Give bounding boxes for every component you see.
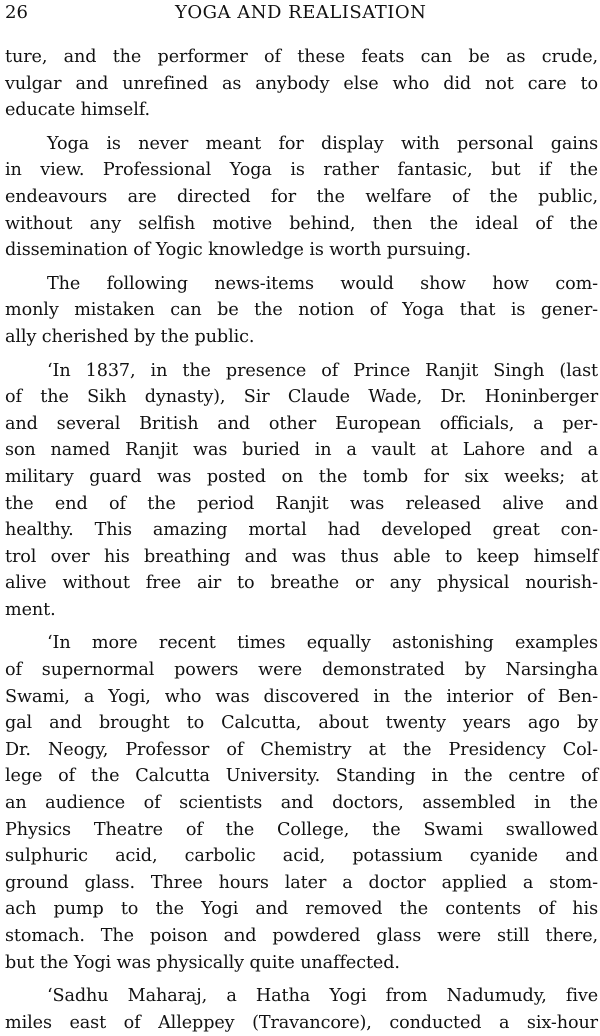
text-line: alive without free air to breathe or any physical nourish- [5, 573, 598, 594]
text-line: stomach. The poison and powdered glass were still there, [5, 926, 598, 946]
text-line: ment. [5, 599, 56, 620]
text-line: ‘In 1837, in the presence of Prince Ranjit Singh (last [47, 360, 598, 381]
text-line: monly mistaken can be the notion of Yoga that is gener- [5, 300, 598, 321]
text-line: healthy. This amazing mortal had developed great con- [5, 520, 598, 541]
paragraph [5, 44, 598, 124]
text-line: ground glass. Three hours later a doctor applied a stom- [5, 872, 598, 893]
page-number: 26 [5, 2, 28, 23]
text-line: endeavours are directed for the welfare of the public, [5, 186, 598, 207]
text-line: ‘In more recent times equally astonishing examples [47, 633, 598, 654]
text-line: the end of the period Ranjit was released alive and [5, 493, 598, 514]
paragraph [5, 271, 598, 351]
text-line: Swami, a Yogi, who was discovered in the interior of Ben- [5, 686, 598, 707]
text-line: Yoga is never meant for display with personal gains [47, 133, 598, 154]
text-line: dissemination of Yogic knowledge is worth pursuing. [5, 240, 472, 261]
text-line: lege of the Calcutta University. Standing in the centre of [5, 766, 598, 787]
paragraph [5, 131, 598, 264]
text-line: vulgar and unrefined as anybody else who did not care to [5, 73, 598, 94]
paragraph [5, 358, 598, 624]
text-line: ture, and the performer of these feats can be as crude, [5, 47, 598, 67]
text-line: in view. Professional Yoga is rather fantasic, but if the [5, 160, 598, 181]
paragraph [5, 983, 598, 1036]
text-line: miles east of Alleppey (Travancore), conducted a six-hour [5, 1012, 598, 1033]
running-title: YOGA AND REALISATION [175, 2, 427, 23]
text-line: sulphuric acid, carbolic acid, potassium cyanide and [5, 846, 598, 867]
text-line: ally cherished by the public. [5, 326, 255, 347]
text-line: ‘Sadhu Maharaj, a Hatha Yogi from Nadumudy, five [47, 986, 598, 1007]
text-line: without any selfish motive behind, then the ideal of the [5, 213, 598, 234]
text-line: Physics Theatre of the College, the Swami swallowed [5, 819, 598, 840]
text-line: of supernormal powers were demonstrated by Narsingha [5, 660, 598, 681]
text-line: gal and brought to Calcutta, about twenty years ago by [5, 713, 598, 734]
text-line: military guard was posted on the tomb for six weeks; at [5, 466, 598, 487]
running-head [5, 2, 592, 24]
body-text [5, 44, 598, 1036]
text-line: trol over his breathing and was thus able to keep himself [5, 546, 598, 567]
paragraph [5, 630, 598, 976]
text-line: son named Ranjit was buried in a vault at Lahore and a [5, 440, 598, 461]
text-line: and several British and other European officials, a per- [5, 413, 598, 434]
text-line: but the Yogi was physically quite unaffected. [5, 952, 400, 973]
text-line: an audience of scientists and doctors, assembled in the [5, 793, 598, 814]
text-line: ach pump to the Yogi and removed the contents of his [5, 899, 598, 920]
text-line: Dr. Neogy, Professor of Chemistry at the Presidency Col- [5, 739, 598, 760]
text-line: educate himself. [5, 100, 151, 121]
text-line: The following news-items would show how com- [47, 273, 598, 294]
text-line: of the Sikh dynasty), Sir Claude Wade, Dr. Honinberger [5, 387, 598, 408]
